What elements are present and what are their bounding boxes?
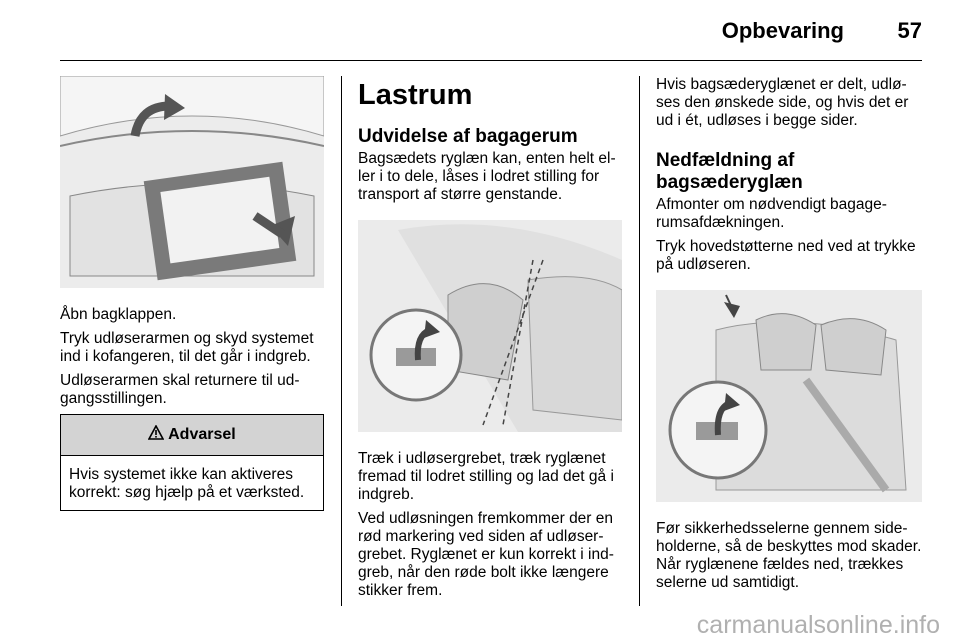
warning-triangle-icon [148, 426, 168, 443]
paragraph-remove-cover: Afmonter om nødvendigt bagagerumsafdækningen. [656, 196, 887, 231]
header-divider [60, 60, 922, 61]
illustration-headrest-release [656, 290, 922, 502]
section-heading: Lastrum [358, 79, 473, 111]
paragraph-split-seat: Hvis bagsæderyglænet er delt, udløses den ønskede side, og hvis det er ud i ét, udløses i begge sider. [656, 76, 909, 129]
warning-title: Advarsel [168, 426, 236, 443]
paragraph-lever-return: Udløserarmen skal returnere til udgangsstillingen. [60, 372, 300, 407]
paragraph-open-tailgate: Åbn bagklappen. [60, 306, 177, 323]
page-header [60, 0, 922, 60]
warning-header [61, 415, 323, 456]
illustration-tailgate-bumper [60, 76, 324, 288]
paragraph-push-lever: Tryk udløserarmen og skyd systemet ind i kofangeren, til det går i indgreb. [60, 330, 314, 365]
column-3 [656, 76, 922, 598]
column-divider-2 [639, 76, 640, 606]
section-title: Opbevaring [721, 18, 844, 43]
paragraph-pull-lever: Træk i udløsergrebet, træk ryglænet fremad til lodret stilling og lad det gå i indgreb. [358, 450, 614, 503]
subsection-heading: Udvidelse af bagagerum [358, 126, 578, 147]
column-divider-1 [341, 76, 342, 606]
paragraph-intro: Bagsædets ryglæn kan, enten helt eller i to dele, låses i lodret stilling for transport af større genstande. [358, 150, 616, 203]
watermark-text: carmanualsonline.info [696, 611, 940, 639]
subsection-heading-fold: Nedfældning af bagsæderyglæn [656, 150, 803, 193]
illustration-rear-seat-release [358, 220, 622, 432]
paragraph-red-marking: Ved udløsningen fremkommer der en rød markering ved siden af udløsergrebet. Ryglænet er kun korrekt i indgreb, når den røde bolt ikke længere stikker frem. [358, 510, 614, 599]
warning-text: Hvis systemet ikke kan aktiveres korrekt: søg hjælp på et værksted. [69, 466, 305, 501]
paragraph-seat-belts: Før sikkerhedsselerne gennem sideholderne, så de beskyttes mod skader. Når ryglænene fældes ned, trækkes selerne ud samtidigt. [656, 520, 922, 591]
page-number: 57 [897, 18, 922, 43]
warning-box [60, 414, 324, 511]
paragraph-headrests: Tryk hovedstøtterne ned ved at trykke på udløseren. [656, 238, 916, 273]
column-1 [60, 76, 324, 511]
column-2 [358, 76, 622, 606]
